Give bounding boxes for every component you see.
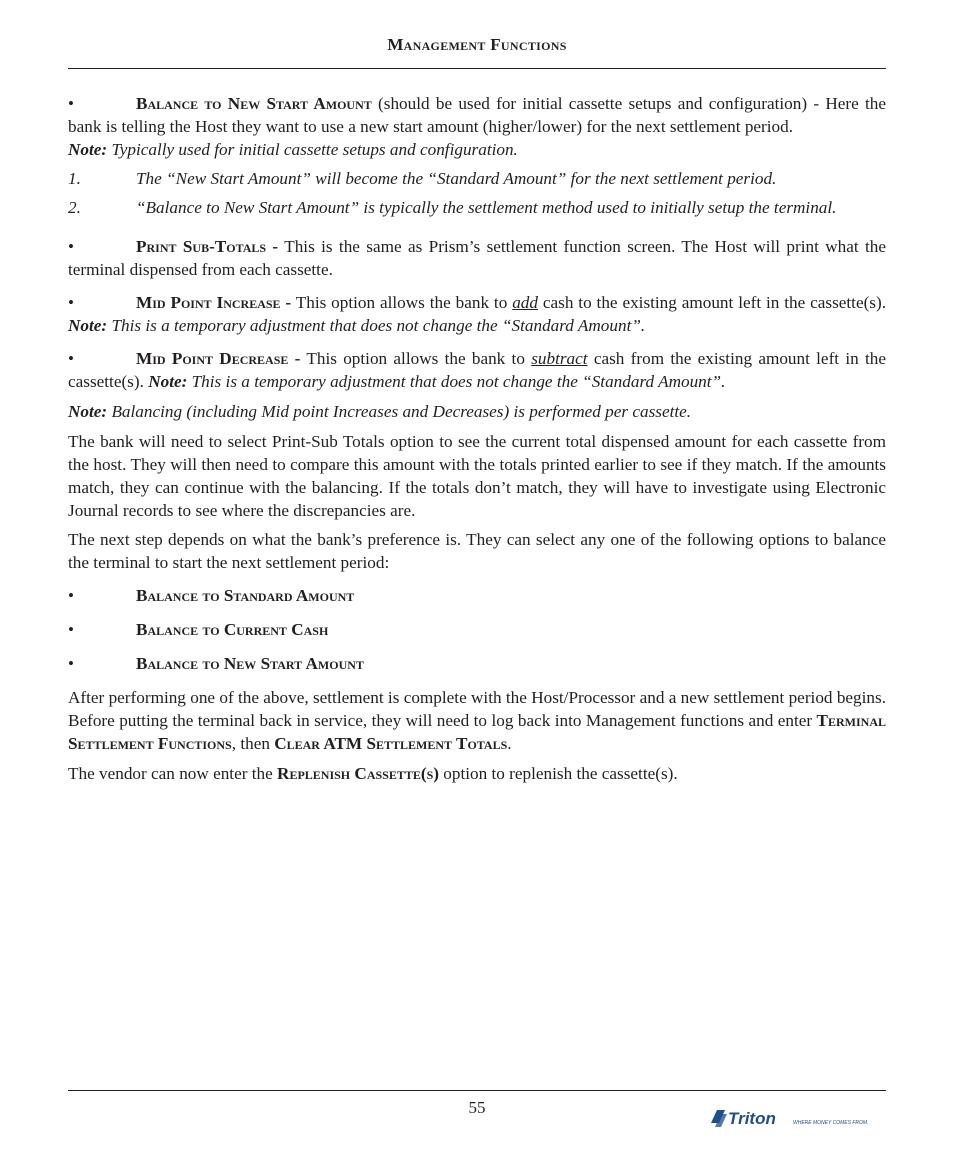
note-label: Note: — [148, 372, 188, 391]
item-text: “Balance to New Start Amount” is typically the settlement method used to initially setup the terminal. — [136, 198, 837, 217]
term-mid-point-decrease: Mid Point Decrease - — [136, 349, 301, 368]
bullet-text: This is the same as Prism’s settlement function screen. The Host will print what the terminal dispensed from each cassette. — [68, 237, 887, 279]
note-text: Typically used for initial cassette setups and configuration. — [107, 140, 518, 159]
page-content — [68, 92, 886, 785]
term-replenish-cassettes: Replenish Cassette(s) — [277, 764, 439, 783]
header-rule — [68, 68, 886, 69]
bullet-text: cash from the existing amount left in the cassette(s). — [68, 349, 886, 391]
paragraph-text: After performing one of the above, settlement is complete with the Host/Processor and a new settlement period begins. Before putting the terminal back in service, they will need to log back into Management functions and enter — [68, 688, 886, 730]
note-label: Note: — [68, 402, 108, 421]
paragraph-after-performing — [68, 686, 886, 755]
page-number: 55 — [468, 1098, 486, 1117]
item-text: The “New Start Amount” will become the “Standard Amount” for the next settlement period. — [136, 169, 777, 188]
item-number: 1. — [68, 169, 81, 188]
option-balance-standard — [68, 584, 886, 607]
paragraph-print-sub-totals: The bank will need to select Print-Sub Totals option to see the current total dispensed amount for each cassette from the host. They will then need to compare this amount with the totals printed earlier to see if they match. If the amounts match, they can continue with the balancing. If the totals don’t match, they will have to investigate using Electronic Journal records to see where the discrepancies are. — [68, 432, 886, 520]
paragraph-text: . — [507, 734, 512, 753]
note-text: This is a temporary adjustment that does not change the “Standard Amount”. — [187, 372, 726, 391]
bullet-mid-point-decrease — [68, 347, 886, 393]
bullet-text: (should be used for initial cassette setups and configuration) - Here the bank is telling the Host they want to use a new start amount (higher/lower) for the next settlement period. — [68, 94, 886, 136]
term-terminal-settlement-functions: Terminal Settlement Functions — [68, 711, 886, 753]
bullet-text: This option allows the bank to — [291, 293, 513, 312]
term-print-sub-totals: Print Sub-Totals - — [136, 237, 279, 256]
numbered-item-2 — [68, 196, 886, 219]
bullet-mark: • — [68, 349, 74, 368]
paragraph-text: , then — [231, 734, 275, 753]
note-label: Note: — [68, 316, 108, 335]
bullet-mid-point-increase — [68, 291, 886, 337]
bullet-mark: • — [68, 94, 74, 113]
footer-rule — [68, 1090, 886, 1091]
option-label: Balance to Standard Amount — [136, 586, 355, 605]
paragraph-replenish — [68, 762, 886, 785]
paragraph-next-step: The next step depends on what the bank’s preference is. They can select any one of the following options to balance the terminal to start the next settlement period: — [68, 530, 886, 572]
bullet-mark: • — [68, 293, 74, 312]
numbered-item-1 — [68, 167, 886, 190]
bullet-mark: • — [68, 237, 74, 256]
paragraph-text: option to replenish the cassette(s). — [439, 764, 678, 783]
bullet-balance-new-start — [68, 92, 886, 161]
bullet-mark: • — [68, 586, 74, 605]
emphasis-add: add — [512, 293, 538, 312]
item-number: 2. — [68, 198, 81, 217]
emphasis-subtract: subtract — [531, 349, 588, 368]
note-text: Balancing (including Mid point Increases and Decreases) is performed per cassette. — [107, 402, 692, 421]
triton-logo — [711, 1107, 871, 1129]
bullet-text: This option allows the bank to — [300, 349, 532, 368]
note-text: This is a temporary adjustment that does not change the “Standard Amount”. — [107, 316, 646, 335]
note-label: Note: — [68, 140, 108, 159]
option-balance-new-start — [68, 652, 886, 675]
bullet-text: cash to the existing amount left in the cassette(s). — [537, 293, 886, 312]
term-mid-point-increase: Mid Point Increase - — [136, 293, 292, 312]
option-label: Balance to New Start Amount — [136, 654, 364, 673]
logo-wordmark: Triton — [728, 1109, 776, 1128]
paragraph-text: The vendor can now enter the — [68, 764, 278, 783]
note-balancing — [68, 400, 886, 423]
term-balance-new-start: Balance to New Start Amount — [136, 94, 372, 113]
bullet-print-sub-totals — [68, 235, 886, 281]
bullet-mark: • — [68, 620, 74, 639]
term-clear-atm-settlement-totals: Clear ATM Settlement Totals — [274, 734, 508, 753]
logo-tagline: WHERE MONEY COMES FROM. — [793, 1120, 869, 1126]
option-label: Balance to Current Cash — [136, 620, 329, 639]
page-header-title: Management Functions — [387, 35, 567, 54]
triton-logo-mark — [711, 1110, 727, 1127]
bullet-mark: • — [68, 654, 74, 673]
option-balance-current-cash — [68, 618, 886, 641]
